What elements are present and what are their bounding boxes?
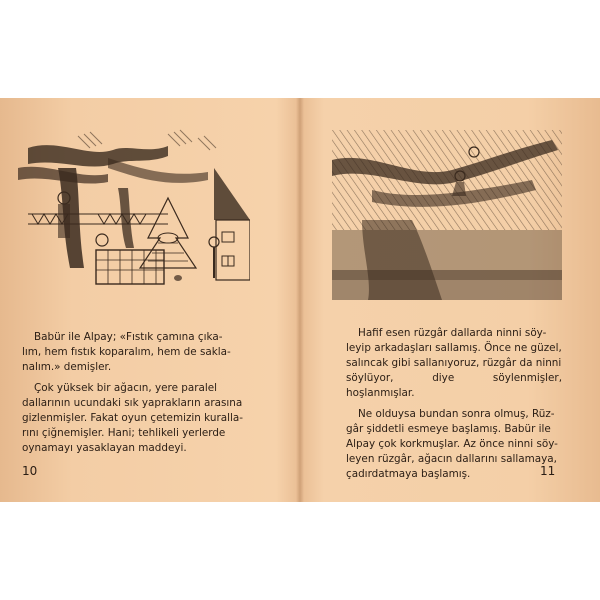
text-line: leyip arkadaşları sallamış. Önce ne güzel, bbox=[346, 342, 562, 354]
text-line: söylüyor, diye söylenmişler, hoşlanmışlar. bbox=[346, 372, 562, 399]
text-line: çadırdatmaya başlamış. bbox=[346, 468, 471, 480]
text-line: salıncak gibi sallanıyoruz, rüzgâr da ninni bbox=[346, 357, 562, 369]
text-line: dallarının ucundaki sık yaprakların arasına bbox=[22, 397, 243, 409]
text-line: Ne olduysa bundan sonra olmuş, Rüz- bbox=[358, 408, 555, 420]
text-line: oynamayı yasaklayan maddeyi. bbox=[22, 442, 187, 454]
text-line: Hafif esen rüzgâr dallarda ninni söy- bbox=[358, 327, 547, 339]
text-line: gizlenmişler. Fakat oyun çetemizin kuralla- bbox=[22, 412, 243, 424]
left-page-text bbox=[22, 330, 248, 462]
text-line: leyen rüzgâr, ağacın dallarını sallamaya, bbox=[346, 453, 557, 465]
page-number-left: 10 bbox=[22, 464, 38, 478]
right-page-text bbox=[346, 326, 562, 488]
children-at-pine-tree-drawing bbox=[18, 128, 250, 298]
text-line: gâr şiddetli esmeye başlamış. Babür ile bbox=[346, 423, 551, 435]
paragraph bbox=[22, 381, 248, 456]
text-line: nalım.» demişler. bbox=[22, 361, 112, 373]
left-page-illustration bbox=[18, 128, 250, 298]
left-page bbox=[0, 98, 298, 502]
right-page bbox=[302, 98, 600, 502]
windy-tree-branches-drawing bbox=[332, 130, 562, 300]
text-line: rını çiğnemişler. Hani; tehlikeli yerlerde bbox=[22, 427, 226, 439]
book-spread bbox=[0, 98, 600, 502]
text-line: Çok yüksek bir ağacın, yere paralel bbox=[34, 382, 218, 394]
text-line: lım, hem fıstık koparalım, hem de sakla- bbox=[22, 346, 231, 358]
paragraph bbox=[22, 330, 248, 375]
paragraph bbox=[346, 326, 562, 401]
text-line: Alpay çok korkmuşlar. Az önce ninni söy- bbox=[346, 438, 558, 450]
right-page-illustration bbox=[332, 130, 562, 300]
text-line: Babür ile Alpay; «Fıstık çamına çıka- bbox=[34, 331, 223, 343]
page-number-right: 11 bbox=[540, 464, 556, 478]
paragraph bbox=[346, 407, 562, 482]
